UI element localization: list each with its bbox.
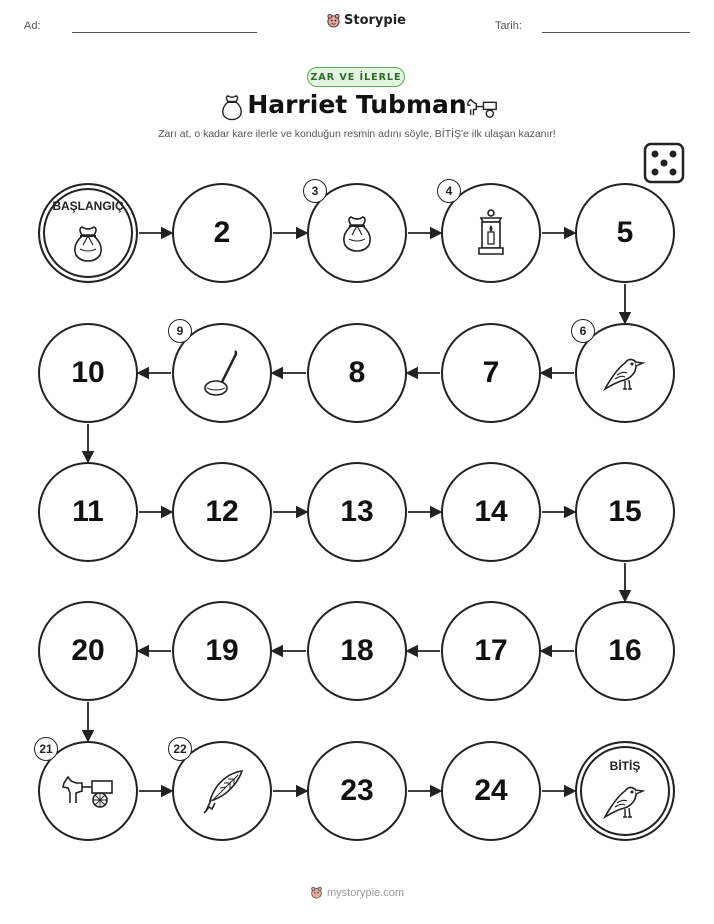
board-square-2 <box>172 183 272 283</box>
square-number: 14 <box>474 495 508 528</box>
start-square <box>38 183 138 283</box>
board-square-16 <box>575 601 675 701</box>
board-square-8 <box>307 323 407 423</box>
square-number: 12 <box>205 495 239 528</box>
square-number-badge: 9 <box>168 319 192 343</box>
square-number: 5 <box>616 216 634 249</box>
bird-icon <box>603 781 647 821</box>
square-number: 20 <box>71 634 105 667</box>
board-square-20 <box>38 601 138 701</box>
square-number-badge: 21 <box>34 737 58 761</box>
square-number: 10 <box>71 356 105 389</box>
square-number: 11 <box>72 495 104 528</box>
board-square-10 <box>38 323 138 423</box>
board-square-24 <box>441 741 541 841</box>
board-square-17 <box>441 601 541 701</box>
board-square-11 <box>38 462 138 562</box>
sack-icon <box>68 223 108 263</box>
quill-icon <box>198 767 246 815</box>
ladle-icon <box>202 348 242 398</box>
square-number: 18 <box>340 634 374 667</box>
board-square-15 <box>575 462 675 562</box>
board-square-12 <box>172 462 272 562</box>
square-number: 17 <box>474 634 508 667</box>
square-number: 16 <box>608 634 642 667</box>
board-square-4 <box>441 183 541 283</box>
board-square-13 <box>307 462 407 562</box>
activity-badge: ZAR VE İLERLE <box>307 67 405 87</box>
square-number: 2 <box>213 216 231 249</box>
start-label: BAŞLANGIÇ <box>52 199 124 213</box>
square-number-badge: 3 <box>303 179 327 203</box>
board-square-14 <box>441 462 541 562</box>
board-square-23 <box>307 741 407 841</box>
square-number: 13 <box>340 495 374 528</box>
square-number: 19 <box>205 634 239 667</box>
square-number: 15 <box>608 495 642 528</box>
board-square-7 <box>441 323 541 423</box>
square-number: 7 <box>482 356 500 389</box>
board-square-6 <box>575 323 675 423</box>
square-number-badge: 22 <box>168 737 192 761</box>
square-number: 23 <box>340 774 374 807</box>
board-square-19 <box>172 601 272 701</box>
storypie-mascot-icon <box>310 886 323 899</box>
page-title: Harriet Tubman <box>247 90 467 119</box>
square-number: 24 <box>474 774 508 807</box>
sack-icon <box>337 213 377 253</box>
bird-icon <box>603 353 647 393</box>
board-square-5 <box>575 183 675 283</box>
horse-cart-icon <box>60 773 116 809</box>
footer <box>0 886 714 899</box>
board-square-18 <box>307 601 407 701</box>
footer-url: mystorypie.com <box>326 886 405 899</box>
square-number-badge: 6 <box>571 319 595 343</box>
square-number: 8 <box>348 356 366 389</box>
name-label: Ad: <box>24 20 41 32</box>
board-square-22 <box>172 741 272 841</box>
board-square-21 <box>38 741 138 841</box>
finish-label: BİTİŞ <box>609 759 641 773</box>
board-square-9 <box>172 323 272 423</box>
instructions: Zarı at, o kadar kare ilerle ve konduğun resmin adını söyle. BİTİŞ'e ilk ulaşan kazanır! <box>158 128 556 140</box>
square-number-badge: 4 <box>437 179 461 203</box>
finish-square <box>575 741 675 841</box>
brand-name: Storypie <box>344 13 406 28</box>
board-square-3 <box>307 183 407 283</box>
date-label: Tarih: <box>495 20 522 32</box>
lantern-icon <box>473 208 509 258</box>
